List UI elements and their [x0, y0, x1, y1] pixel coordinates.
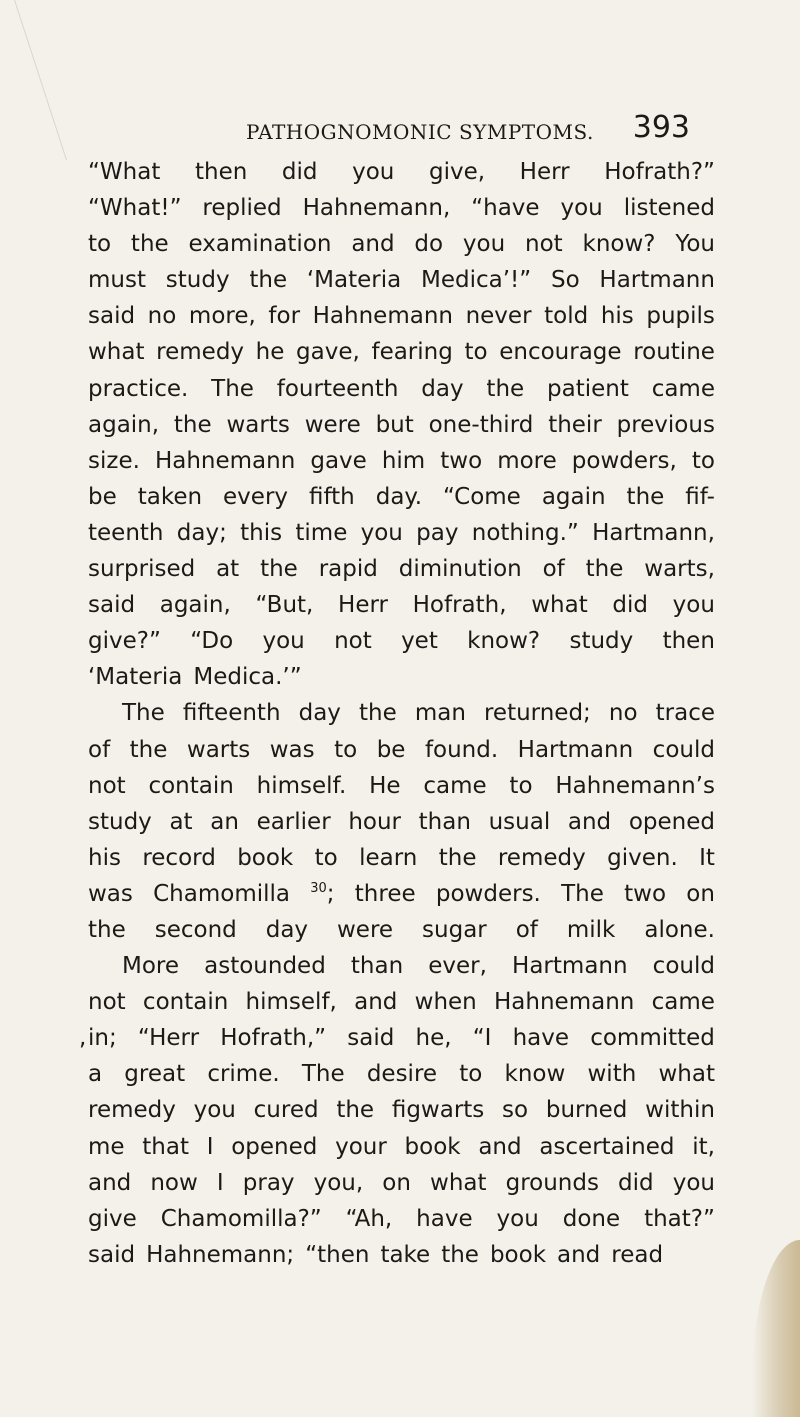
word: Hahnemann — [312, 303, 453, 330]
word: of — [88, 736, 111, 763]
word: second — [154, 916, 237, 943]
text-line — [88, 479, 715, 515]
text-line — [88, 840, 715, 876]
word: give?” — [88, 628, 161, 655]
text-line — [88, 1165, 715, 1201]
word: he — [255, 339, 285, 366]
word: in; — [88, 1025, 117, 1052]
word: and — [354, 989, 398, 1016]
word: Chamomilla — [153, 880, 291, 907]
word: man — [414, 700, 466, 727]
word: to — [334, 736, 358, 763]
word: at — [169, 808, 193, 835]
word: warts, — [644, 556, 715, 583]
word: size. — [88, 447, 140, 474]
word: study — [165, 267, 230, 294]
word: I — [206, 1133, 214, 1160]
word: the — [336, 1097, 375, 1124]
word: and — [478, 1133, 522, 1160]
word: on — [686, 880, 715, 907]
text-line — [88, 876, 715, 912]
text-line — [88, 515, 715, 551]
word: “have — [471, 195, 540, 222]
page-number: 393 — [632, 110, 690, 145]
page-curl — [752, 1240, 800, 1417]
word: and — [88, 1169, 132, 1196]
word: “What — [88, 159, 161, 185]
word: contain — [142, 989, 229, 1016]
word: usual — [488, 808, 551, 835]
body-text — [79, 154, 715, 1273]
word: done — [562, 1205, 621, 1232]
word: Medica.’” — [193, 664, 302, 691]
word: more — [497, 447, 557, 474]
word: did — [281, 159, 318, 185]
word: more, — [188, 303, 256, 330]
word: said — [88, 1241, 136, 1268]
word: “What!” — [88, 195, 182, 222]
word: Hartmann — [512, 953, 628, 980]
word: did — [618, 1169, 654, 1196]
word: you — [560, 195, 603, 222]
word: not — [88, 772, 126, 799]
word: day — [265, 916, 309, 943]
word: Hartmann, — [592, 519, 715, 546]
word: himself. — [256, 772, 347, 799]
word: milk — [566, 916, 616, 943]
text-line — [88, 804, 715, 840]
word: day. — [375, 483, 423, 510]
word: you — [496, 1205, 539, 1232]
word: was — [88, 880, 133, 907]
word: again, — [88, 411, 160, 438]
word: diminution — [398, 556, 522, 583]
word: then — [194, 159, 248, 185]
word: contain — [148, 772, 234, 799]
word: warts — [226, 411, 290, 438]
word: pray — [242, 1169, 295, 1196]
word: on — [382, 1169, 411, 1196]
word: what — [658, 1061, 715, 1088]
page-header — [246, 108, 690, 148]
word: remedy — [497, 844, 586, 871]
page-edge — [0, 0, 67, 160]
word: Hahnemann — [494, 989, 635, 1016]
word: fifteenth — [182, 700, 281, 727]
word: the — [626, 483, 665, 510]
word: remedy — [156, 339, 245, 366]
word: no — [608, 700, 638, 727]
word: So — [550, 267, 580, 294]
text-line — [88, 912, 715, 948]
word: alone. — [644, 916, 715, 943]
word: $^{30}$; — [310, 880, 335, 907]
word: what — [88, 339, 145, 366]
text-line — [88, 371, 715, 407]
text-line — [88, 695, 715, 731]
word: three — [354, 880, 416, 907]
word: ‘Materia — [306, 267, 402, 294]
word: but — [375, 411, 414, 438]
word: the — [359, 700, 397, 727]
word: given. — [607, 844, 678, 871]
word: The — [301, 1061, 345, 1088]
text-line — [88, 948, 715, 984]
word: taken — [137, 483, 203, 510]
word: be — [376, 736, 406, 763]
word: than — [418, 808, 471, 835]
word: More — [122, 953, 180, 980]
word: great — [124, 1061, 186, 1088]
text-line — [88, 226, 715, 262]
word: warts — [186, 736, 251, 763]
word: read — [611, 1241, 664, 1268]
word: the — [249, 267, 288, 294]
word: teenth — [88, 519, 164, 546]
word: could — [652, 736, 715, 763]
word: said — [88, 592, 136, 619]
word: not — [525, 231, 563, 258]
word: what — [531, 592, 588, 619]
word: that — [142, 1133, 189, 1160]
word: your — [335, 1133, 387, 1160]
word: not — [88, 989, 126, 1016]
word: the — [129, 736, 168, 763]
word: The — [211, 375, 254, 402]
word: Hofrath, — [412, 592, 507, 619]
text-line — [88, 587, 715, 623]
word: you — [672, 1169, 715, 1196]
word: and — [351, 231, 395, 258]
text-line — [88, 1201, 715, 1237]
word: must — [88, 267, 146, 294]
word: and — [567, 808, 612, 835]
word: examination — [188, 231, 332, 258]
word: powders, — [571, 447, 677, 474]
word: said — [88, 303, 136, 330]
word: him — [381, 447, 426, 474]
word: earlier — [256, 808, 331, 835]
word: the — [438, 844, 477, 871]
word: the — [486, 375, 525, 402]
word: to — [459, 1061, 483, 1088]
word: replied — [202, 195, 282, 222]
word: again, — [159, 592, 231, 619]
word: to — [691, 447, 715, 474]
word: desire — [366, 1061, 438, 1088]
text-line — [88, 190, 715, 226]
text-line — [88, 768, 715, 804]
word: then — [662, 628, 715, 655]
word: book — [489, 1241, 547, 1268]
text-line — [88, 1056, 715, 1092]
text-line — [88, 732, 715, 768]
word: burned — [545, 1097, 628, 1124]
word: The — [561, 880, 604, 907]
word: Hahnemann; — [146, 1241, 295, 1268]
word: you — [193, 1097, 236, 1124]
word: know? — [582, 231, 656, 258]
word: Hofrath,” — [220, 1025, 327, 1052]
word: opened — [628, 808, 715, 835]
word: again — [541, 483, 606, 510]
text-line — [88, 1092, 715, 1128]
text-line — [88, 298, 715, 334]
word: he, — [415, 1025, 452, 1052]
word: It — [699, 844, 715, 871]
word: previous — [616, 411, 715, 438]
word: never — [465, 303, 532, 330]
word: Hartmann — [599, 267, 715, 294]
word: two — [440, 447, 483, 474]
word: figwarts — [391, 1097, 485, 1124]
word: Chamomilla?” — [160, 1205, 322, 1232]
word: “Herr — [137, 1025, 200, 1052]
word: ‘Materia — [88, 664, 183, 691]
word: the — [130, 231, 169, 258]
word: book — [404, 1133, 461, 1160]
word: ever, — [428, 953, 487, 980]
text-line — [88, 1237, 715, 1273]
word: “I — [472, 1025, 492, 1052]
word: not — [334, 628, 372, 655]
word: did — [612, 592, 648, 619]
word: himself, — [245, 989, 337, 1016]
word: patient — [547, 375, 629, 402]
text-line — [88, 551, 715, 587]
word: record — [142, 844, 216, 871]
word: sugar — [422, 916, 487, 943]
word: committed — [590, 1025, 715, 1052]
word: Herr — [519, 159, 570, 185]
word: study — [569, 628, 634, 655]
word: book — [237, 844, 294, 871]
word: “Do — [190, 628, 234, 655]
word: Hahnemann — [154, 447, 296, 474]
word: listened — [623, 195, 715, 222]
word: trace — [655, 700, 715, 727]
text-line — [88, 154, 715, 190]
word: Hofrath?” — [604, 159, 715, 185]
word: He — [369, 772, 401, 799]
text-line — [88, 659, 715, 695]
word: routine — [633, 339, 715, 366]
word: his — [600, 303, 634, 330]
word: pupils — [646, 303, 715, 330]
word: you — [462, 231, 506, 258]
word: astounded — [204, 953, 326, 980]
word: at — [216, 556, 240, 583]
text-line — [88, 262, 715, 298]
word: time — [295, 519, 348, 546]
word: were — [337, 916, 394, 943]
text-line — [88, 407, 715, 443]
word: his — [88, 844, 121, 871]
word: the — [173, 411, 212, 438]
word: I — [216, 1169, 224, 1196]
word: fif- — [685, 483, 715, 510]
word: you — [672, 592, 715, 619]
word: with — [587, 1061, 637, 1088]
word: take — [380, 1241, 431, 1268]
word: give — [88, 1205, 137, 1232]
word: “But, — [255, 592, 314, 619]
word: know? — [467, 628, 541, 655]
word: “then — [305, 1241, 370, 1268]
word: practice. — [88, 375, 189, 402]
word: do — [414, 231, 444, 258]
word: every — [223, 483, 289, 510]
word: You — [675, 231, 715, 258]
word: Medica’!” — [421, 267, 532, 294]
text-line — [88, 1129, 715, 1165]
word: to — [314, 844, 338, 871]
word: so — [502, 1097, 529, 1124]
word: remedy — [88, 1097, 176, 1124]
word: an — [210, 808, 239, 835]
word: the — [88, 916, 126, 943]
word: told — [544, 303, 589, 330]
word: ascertained — [539, 1133, 675, 1160]
word: two — [624, 880, 667, 907]
word: to — [88, 231, 112, 258]
word: the — [441, 1241, 479, 1268]
text-line — [88, 334, 715, 370]
word: the — [260, 556, 298, 583]
word: Hahnemann, — [302, 195, 451, 222]
word: Hahnemann’s — [555, 772, 715, 799]
word: know — [504, 1061, 566, 1088]
word: one-third — [428, 411, 534, 438]
word: within — [645, 1097, 715, 1124]
word: cured — [253, 1097, 319, 1124]
word: grounds — [505, 1169, 599, 1196]
word: “Come — [443, 483, 521, 510]
word: surprised — [88, 556, 196, 583]
running-head: PATHOGNOMONIC SYMPTOMS. — [246, 120, 594, 144]
word: day — [298, 700, 341, 727]
word: learn — [359, 844, 418, 871]
text-line — [88, 623, 715, 659]
word: what — [430, 1169, 487, 1196]
text-line — [88, 443, 715, 479]
word: yet — [401, 628, 438, 655]
word: be — [88, 483, 117, 510]
word: study — [88, 808, 152, 835]
word: than — [350, 953, 404, 980]
word: to — [464, 339, 488, 366]
word: gave — [310, 447, 367, 474]
word: when — [414, 989, 477, 1016]
word: and — [557, 1241, 601, 1268]
word: pay — [416, 519, 459, 546]
word: Herr — [338, 592, 388, 619]
word: their — [548, 411, 602, 438]
word: came — [651, 375, 715, 402]
word: that?” — [644, 1205, 715, 1232]
word: was — [269, 736, 315, 763]
word: Hartmann — [517, 736, 634, 763]
word: fourteenth — [276, 375, 399, 402]
word: could — [652, 953, 715, 980]
word: fearing — [371, 339, 453, 366]
word: powders. — [435, 880, 541, 907]
word: the — [585, 556, 624, 583]
word: returned; — [483, 700, 591, 727]
word: came — [423, 772, 487, 799]
word: were — [304, 411, 361, 438]
word: gave, — [296, 339, 360, 366]
text-line — [79, 1020, 715, 1056]
word: you, — [313, 1169, 364, 1196]
word: opened — [231, 1133, 318, 1160]
word: of — [515, 916, 538, 943]
word: give, — [428, 159, 486, 185]
word: for — [268, 303, 301, 330]
word: me — [88, 1133, 125, 1160]
word: have — [512, 1025, 570, 1052]
word: now — [150, 1169, 198, 1196]
word: a — [88, 1061, 103, 1088]
word: nothing.” — [471, 519, 579, 546]
word: you — [262, 628, 305, 655]
word: said — [347, 1025, 395, 1052]
margin-mark: , — [79, 1025, 87, 1052]
word: you — [360, 519, 403, 546]
word: came — [651, 989, 715, 1016]
word: have — [416, 1205, 473, 1232]
word: it, — [692, 1133, 715, 1160]
word: to — [509, 772, 533, 799]
word: The — [122, 700, 165, 727]
word: found. — [424, 736, 499, 763]
word: you — [352, 159, 395, 185]
word: day; — [176, 519, 227, 546]
word: “Ah, — [345, 1205, 393, 1232]
word: encourage — [499, 339, 622, 366]
word: no — [147, 303, 177, 330]
word: rapid — [318, 556, 378, 583]
text-line — [88, 984, 715, 1020]
word: this — [240, 519, 283, 546]
word: crime. — [207, 1061, 280, 1088]
word: hour — [348, 808, 401, 835]
word: day — [421, 375, 464, 402]
word: fifth — [308, 483, 355, 510]
word: of — [542, 556, 565, 583]
